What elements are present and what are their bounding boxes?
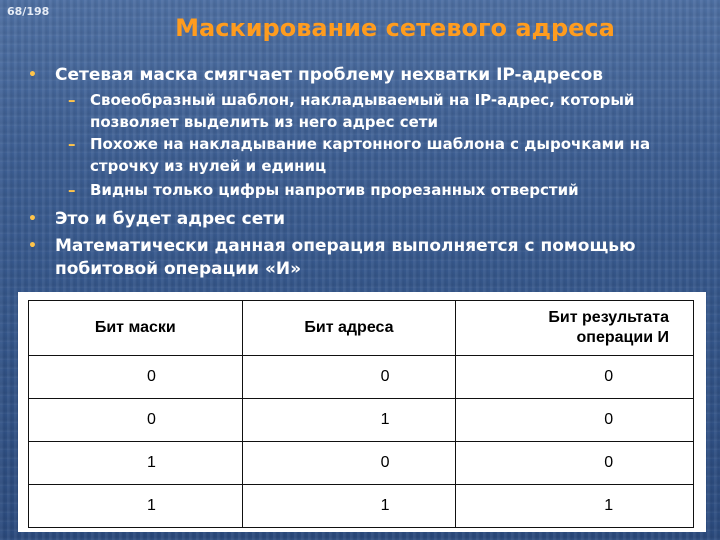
bullet-text: Это и будет адрес сети bbox=[55, 209, 286, 229]
table-cell: 1 bbox=[456, 485, 694, 528]
table-cell: 1 bbox=[242, 485, 456, 528]
table-cell: 1 bbox=[242, 399, 456, 442]
slide-title: Маскирование сетевого адреса bbox=[175, 14, 615, 42]
sub-bullet-text: Своеобразный шаблон, накладываемый на IP-адрес, который позволяет выделить из него адрес сети bbox=[90, 91, 635, 131]
table-row bbox=[29, 442, 694, 485]
table-row bbox=[29, 356, 694, 399]
sub-bullet-text: Похоже на накладывание картонного шаблона с дырочками на строчку из нулей и единиц bbox=[90, 135, 651, 175]
table-row bbox=[29, 399, 694, 442]
table-cell: 0 bbox=[242, 442, 456, 485]
table-cell: 0 bbox=[456, 356, 694, 399]
dash-marker: – bbox=[68, 181, 76, 199]
table-cell: 0 bbox=[29, 399, 243, 442]
dash-marker: – bbox=[68, 135, 76, 153]
table-cell: 1 bbox=[29, 485, 243, 528]
sub-bullet-item bbox=[68, 133, 700, 177]
column-header-address-bit: Бит адреса bbox=[242, 301, 456, 356]
truth-table-panel bbox=[18, 292, 706, 532]
sub-bullet-text: Видны только цифры напротив прорезанных отверстий bbox=[90, 181, 579, 199]
column-header-result-bit: Бит результата операции И bbox=[456, 301, 694, 356]
table-cell: 0 bbox=[456, 399, 694, 442]
bullet-text: Математически данная операция выполняется с помощью побитовой операции «И» bbox=[55, 236, 636, 279]
table-cell: 0 bbox=[242, 356, 456, 399]
bullet-marker: • bbox=[28, 238, 37, 254]
bullet-text: Сетевая маска смягчает проблему нехватки IP-адресов bbox=[55, 65, 604, 85]
table-cell: 0 bbox=[29, 356, 243, 399]
bullet-marker: • bbox=[28, 67, 37, 83]
bullet-item bbox=[28, 208, 695, 231]
bullet-item bbox=[28, 64, 695, 87]
dash-marker: – bbox=[68, 91, 76, 109]
sub-bullet-item bbox=[68, 179, 700, 201]
column-header-mask-bit: Бит маски bbox=[29, 301, 243, 356]
bullet-item bbox=[28, 235, 695, 281]
table-cell: 1 bbox=[29, 442, 243, 485]
slide-number: 68/198 bbox=[7, 5, 50, 18]
table-cell: 0 bbox=[456, 442, 694, 485]
sub-bullet-item bbox=[68, 89, 700, 133]
bullet-marker: • bbox=[28, 211, 37, 227]
table-header-row bbox=[29, 301, 694, 356]
truth-table bbox=[28, 300, 694, 528]
table-row bbox=[29, 485, 694, 528]
